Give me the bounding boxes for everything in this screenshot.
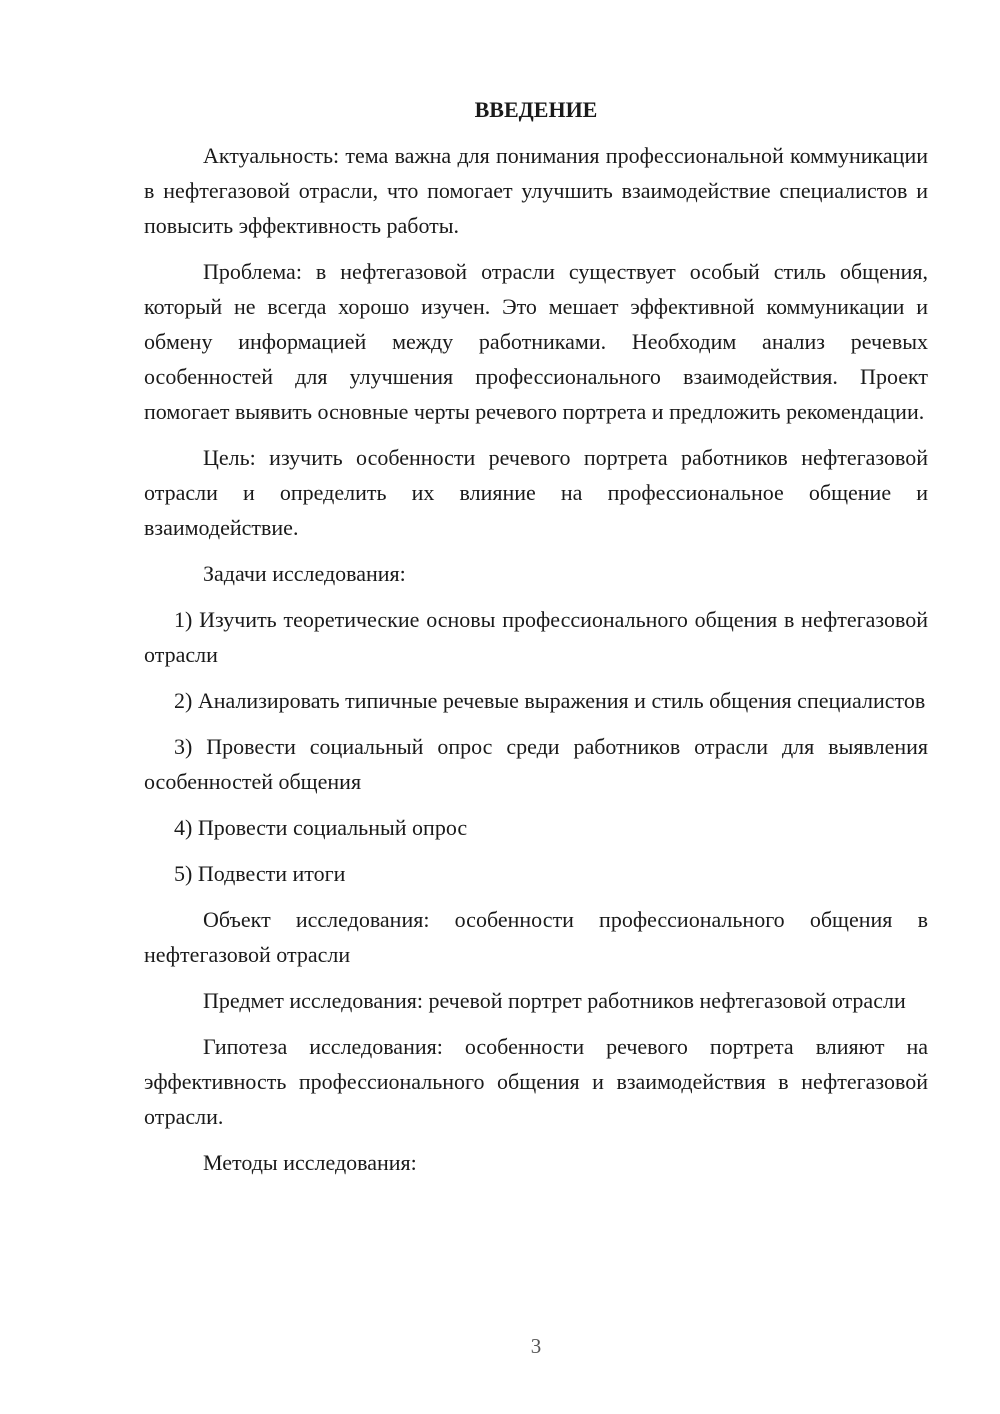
hypothesis-paragraph: Гипотеза исследования: особенности речевого портрета влияют на эффективность профессионального общения и взаимодействия в нефтегазовой отрасли. [144,1034,928,1129]
relevance-paragraph: Актуальность: тема важна для понимания профессиональной коммуникации в нефтегазовой отрасли, что помогает улучшить взаимодействие специалистов и повысить эффективность работы. [144,143,928,238]
problem-paragraph: Проблема: в нефтегазовой отрасли существует особый стиль общения, который не всегда хорошо изучен. Это мешает эффективной коммуникации и обмену информацией между работниками. Необходим анализ речевых особенностей для улучшения профессионального взаимодействия. Проект помогает выявить основные черты речевого портрета и предложить рекомендации. [144,259,928,424]
tasks-title: Задачи исследования: [203,561,406,586]
section-heading: ВВЕДЕНИЕ [474,97,598,122]
page-number: 3 [530,1334,542,1358]
task-item: 3) Провести социальный опрос среди работников отрасли для выявления особенностей общения [144,734,928,794]
page-content [144,92,928,1180]
methods-paragraph: Методы исследования: [203,1150,417,1175]
task-item: 4) Провести социальный опрос [174,815,468,840]
goal-paragraph: Цель: изучить особенности речевого портрета работников нефтегазовой отрасли и определить их влияние на профессиональное общение и взаимодействие. [144,445,928,540]
task-item: 2) Анализировать типичные речевые выражения и стиль общения специалистов [174,688,926,713]
subject-paragraph: Предмет исследования: речевой портрет работников нефтегазовой отрасли [203,988,906,1013]
task-item: 5) Подвести итоги [174,861,346,886]
task-item: 1) Изучить теоретические основы профессионального общения в нефтегазовой отрасли [144,607,928,667]
object-paragraph: Объект исследования: особенности профессионального общения в нефтегазовой отрасли [144,907,928,967]
